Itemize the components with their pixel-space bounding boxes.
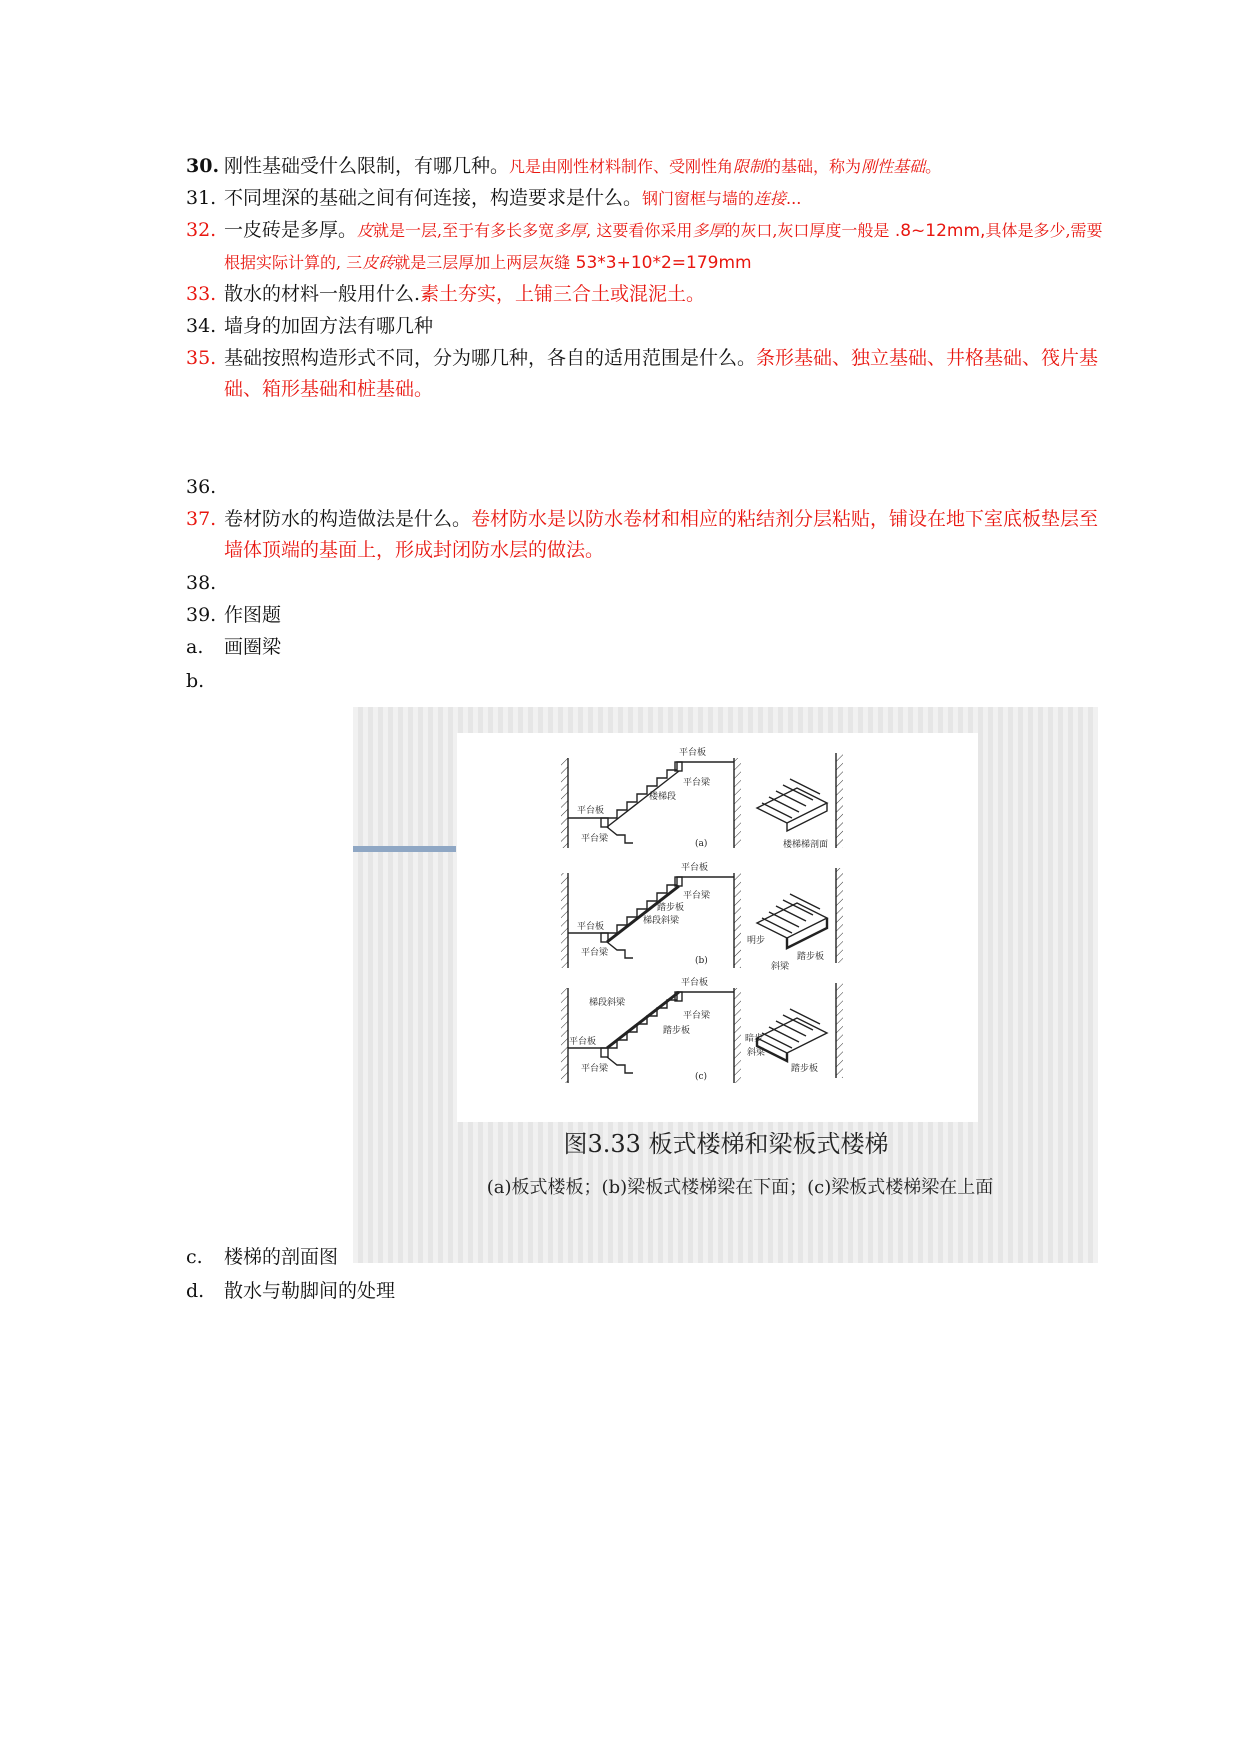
answer-text: 条形基础、独立基础、井格基础、筏片基: [756, 347, 1099, 369]
answer-italic-2: 刚性基础: [861, 157, 926, 176]
label-loutiduan-a: 楼梯段: [649, 792, 677, 802]
stair-diagram-svg: [457, 733, 978, 1122]
answer-text: 凡是由刚性材料制作、受刚性角: [509, 157, 734, 176]
question-stem: 不同埋深的基础之间有何连接，构造要求是什么。: [224, 187, 643, 209]
question-number: 34.: [186, 315, 217, 337]
answer-italic: 皮: [357, 221, 374, 240]
answer-italic: 限制: [733, 157, 766, 176]
figure-stair-drawings: [457, 733, 978, 1122]
question-number: 31.: [186, 187, 217, 209]
label-pingtaiban-c: 平台板: [681, 978, 709, 988]
question-stem: 一皮砖是多厚。: [224, 219, 358, 241]
answer-text: 根据实际计算的, 三: [224, 253, 363, 272]
question-34: [186, 311, 1234, 342]
label-tiduanxieliang-b: 梯段斜梁: [643, 916, 680, 926]
tag-a: (a): [695, 839, 708, 849]
question-33: [186, 279, 1234, 310]
label-pingtailiang-b2: 平台梁: [581, 948, 609, 958]
question-35: [186, 343, 1234, 405]
subitem-label: b.: [186, 670, 205, 692]
question-stem: 墙身的加固方法有哪几种: [224, 315, 434, 337]
label-tabuban-b: 踏步板: [657, 903, 685, 913]
label-pingtaiban-c2: 平台板: [569, 1037, 597, 1047]
label-pingtailiang-a: 平台梁: [683, 778, 711, 788]
answer-text: 卷材防水是以防水卷材和相应的粘结剂分层粘贴，铺设在地下室底板垫层至: [471, 508, 1099, 530]
answer-end: 。: [925, 157, 942, 176]
label-tabuban-c: 踏步板: [663, 1026, 691, 1036]
answer-formula: 53*3+10*2=179mm: [570, 253, 752, 273]
label-pingtaiban-a: 平台板: [679, 748, 707, 758]
label-mingbu: 明步: [747, 936, 766, 946]
label-tabuban-b3: 踏步板: [797, 952, 825, 962]
question-stem: 作图题: [224, 604, 282, 626]
label-pingtailiang-c: 平台梁: [683, 1011, 711, 1021]
label-pingtailiang-b: 平台梁: [683, 891, 711, 901]
answer-text-tail: 的基础，称为: [765, 157, 862, 176]
answer-italic: 多厚: [554, 221, 587, 240]
subitem-text: 画圈梁: [224, 636, 282, 658]
label-anbu: 暗步: [745, 1034, 764, 1044]
answer-value: .8~12mm,: [889, 221, 986, 241]
answer-text: 的灰口,灰口厚度一般是: [724, 221, 890, 240]
question-number: 30.: [186, 155, 220, 177]
answer-text: 础、箱形基础和桩基础。: [224, 378, 434, 400]
answer-text: 就是一层,至于有多长多宽: [373, 221, 555, 240]
answer-text: , 这要看你采用: [586, 221, 693, 240]
tag-b: (b): [695, 956, 708, 966]
subitem-text: 散水与勒脚间的处理: [224, 1280, 396, 1302]
label-loutipoumian: 楼梯梯剖面: [783, 840, 829, 850]
label-pingtailiang-a2: 平台梁: [581, 834, 609, 844]
subitem-text: 楼梯的剖面图: [224, 1246, 339, 1268]
label-tabuban-c3: 踏步板: [791, 1064, 819, 1074]
question-number: 38.: [186, 572, 217, 594]
label-pingtaiban-b2: 平台板: [577, 922, 605, 932]
question-number: 33.: [186, 283, 217, 305]
subitem-label: d.: [186, 1280, 205, 1302]
question-30: [186, 151, 1234, 182]
label-pingtaiban-b: 平台板: [681, 863, 709, 873]
tag-c: (c): [695, 1072, 708, 1082]
question-stem: 基础按照构造形式不同，分为哪几种，各自的适用范围是什么。: [224, 347, 757, 369]
answer-text: 素土夯实，上铺三合土或混泥土。: [420, 283, 706, 305]
answer-end: ...: [786, 189, 802, 208]
question-number: 35.: [186, 347, 217, 369]
answer-text: 墙体顶端的基面上，形成封闭防水层的做法。: [224, 539, 605, 561]
figure-title: 图3.33 板式楼梯和梁板式楼梯: [563, 1130, 889, 1158]
label-xieliang-c: 斜梁: [747, 1048, 766, 1058]
answer-italic: 多厚: [692, 221, 725, 240]
label-xieliang-b: 斜梁: [771, 962, 790, 972]
question-number: 37.: [186, 508, 217, 530]
subitem-label: a.: [186, 636, 204, 658]
answer-text: 就是三层厚加上两层灰缝: [394, 253, 571, 272]
question-number: 36.: [186, 476, 217, 498]
answer-text: 钢门窗框与墙的: [642, 189, 755, 208]
subitem-d: [186, 1276, 1234, 1307]
subitem-a: [186, 632, 1234, 663]
subitem-c: [186, 1242, 1234, 1273]
question-39: [186, 600, 1234, 631]
question-37: [186, 504, 1234, 566]
answer-italic: 皮砖: [362, 253, 395, 272]
question-stem: 刚性基础受什么限制，有哪几种。: [224, 155, 510, 177]
label-tiduanxieliang-c: 梯段斜梁: [589, 998, 626, 1008]
question-number: 39.: [186, 604, 217, 626]
subitem-label: c.: [186, 1246, 203, 1268]
question-stem: 散水的材料一般用什么.: [224, 283, 421, 305]
figure-accent-bar: [353, 846, 456, 852]
answer-italic: 连接: [754, 189, 787, 208]
question-number: 32.: [186, 219, 217, 241]
question-stem: 卷材防水的构造做法是什么。: [224, 508, 472, 530]
label-pingtaiban-a2: 平台板: [577, 806, 605, 816]
question-31: [186, 183, 1234, 214]
answer-text: 具体是多少,需要: [985, 221, 1103, 240]
question-32: [186, 215, 1234, 279]
label-pingtailiang-c2: 平台梁: [581, 1064, 609, 1074]
figure-caption: (a)板式楼板；(b)梁板式楼梯梁在下面；(c)梁板式楼梯梁在上面: [486, 1177, 994, 1198]
